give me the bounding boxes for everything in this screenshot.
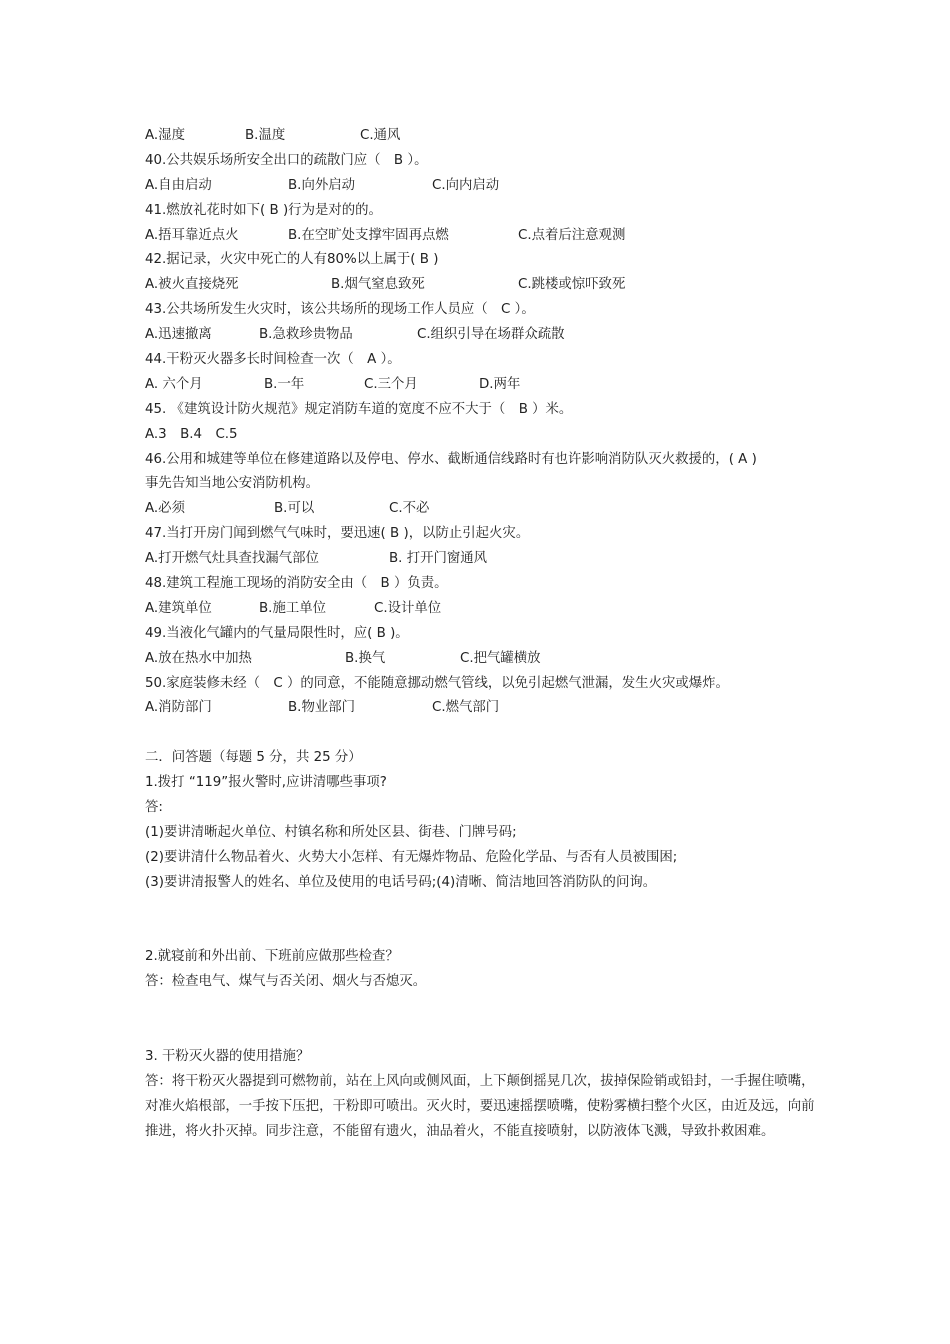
option-c: C.跳楼或惊吓致死	[518, 277, 626, 293]
qa1-answer-label: 答:	[145, 800, 163, 816]
question-47: 47.当打开房门闻到燃气气味时，要迅速( B )，以防止引起火灾。	[145, 526, 530, 542]
option-a: A.自由启动	[145, 177, 212, 193]
qa1-answer-line: (2)要讲清什么物品着火、火势大小怎样、有无爆炸物品、危险化学品、与否有人员被围困;	[145, 849, 678, 865]
question-42: 42.据记录，火灾中死亡的人有80%以上属于( B )	[145, 252, 439, 268]
q47-options	[145, 547, 825, 572]
option-c: C.不必	[389, 501, 430, 517]
question-40: 40.公共娱乐场所安全出口的疏散门应（ B ）。	[145, 152, 428, 168]
document-page	[145, 124, 825, 1145]
q44-options	[145, 373, 825, 398]
option-c: C.燃气部门	[432, 700, 500, 716]
qa1-answer-line: (1)要讲清晰起火单位、村镇名称和所处区县、街巷、门牌号码;	[145, 824, 517, 840]
q46-options	[145, 497, 825, 522]
option-b: B.可以	[274, 501, 315, 517]
q49-options	[145, 647, 825, 672]
option-a: A.消防部门	[145, 700, 212, 716]
question-48: 48.建筑工程施工现场的消防安全由（ B ）负责。	[145, 576, 448, 592]
option-b: B.向外启动	[288, 177, 356, 193]
qa2-answer: 答：检查电气、煤气与否关闭、烟火与否熄灭。	[145, 974, 427, 990]
option-a: A.被火直接烧死	[145, 277, 239, 293]
option-b: B.烟气窒息致死	[331, 277, 425, 293]
option-c: C.组织引导在场群众疏散	[417, 327, 565, 343]
question-44: 44.干粉灭火器多长时间检查一次（ A ）。	[145, 352, 401, 368]
option-b: B.一年	[264, 376, 305, 392]
q40-options	[145, 174, 825, 199]
option-a: A.湿度	[145, 128, 185, 143]
option-b: B.换气	[345, 650, 386, 666]
option-b: B.施工单位	[259, 600, 327, 616]
qa1-question: 1.拨打 “119”报火警时,应讲清哪些事项?	[145, 775, 387, 791]
option-b: B.在空旷处支撑牢固再点燃	[288, 227, 449, 243]
q39-options	[145, 124, 825, 149]
option-c: C.通风	[360, 128, 401, 143]
q43-options	[145, 323, 825, 348]
option-a: A.打开燃气灶具查找漏气部位	[145, 551, 319, 567]
question-46-line2: 事先告知当地公安消防机构。	[145, 476, 320, 492]
option-c: C.把气罐横放	[460, 650, 541, 666]
qa3-question: 3. 干粉灭火器的使用措施？	[145, 1048, 310, 1064]
question-49: 49.当液化气罐内的气量局限性时，应( B )。	[145, 625, 409, 641]
question-43: 43.公共场所发生火灾时，该公共场所的现场工作人员应（ C ）。	[145, 302, 535, 318]
option-a: A.放在热水中加热	[145, 650, 252, 666]
question-50: 50.家庭装修未经（ C ）的同意，不能随意挪动燃气管线，以免引起燃气泄漏，发生火灾或爆炸。	[145, 675, 729, 691]
q45-options: A.3 B.4 C.5	[145, 426, 238, 442]
qa3-answer: 答：将干粉灭火器提到可燃物前，站在上风向或侧风面，上下颠倒摇晃几次，拔掉保险销或铅封，一手握住喷嘴，对准火焰根部，一手按下压把，干粉即可喷出。灭火时，要迅速摇摆喷嘴，使粉雾横扫整个火区，由近及远，向前推进，将火扑灭掉。同步注意，不能留有遗火，油品着火，不能直接喷射，以防液体飞溅，导致扑救困难。	[145, 1073, 815, 1139]
q42-options	[145, 273, 825, 298]
qa2-question: 2.就寝前和外出前、下班前应做那些检查？	[145, 949, 399, 965]
option-d: D.两年	[479, 376, 521, 392]
option-a: A.必须	[145, 501, 185, 517]
option-a: A.捂耳靠近点火	[145, 227, 239, 243]
question-41: 41.燃放礼花时如下( B )行为是对的的。	[145, 202, 382, 218]
question-45: 45. 《建筑设计防火规范》规定消防车道的宽度不应不大于（ B ）米。	[145, 401, 573, 417]
option-b: B.温度	[245, 128, 286, 143]
q48-options	[145, 597, 825, 622]
option-b: B. 打开门窗通风	[389, 551, 488, 567]
option-c: C.设计单位	[374, 600, 442, 616]
option-c: C.向内启动	[432, 177, 500, 193]
option-c: C.点着后注意观测	[518, 227, 626, 243]
option-a: A. 六个月	[145, 376, 203, 392]
option-a: A.建筑单位	[145, 600, 212, 616]
option-b: B.物业部门	[288, 700, 356, 716]
section-title: 二．问答题（每题 5 分，共 25 分）	[145, 750, 362, 766]
qa1-answer-line: (3)要讲清报警人的姓名、单位及使用的电话号码;(4)清晰、简洁地回答消防队的问询。	[145, 874, 657, 890]
q41-options	[145, 224, 825, 249]
q50-options	[145, 696, 825, 721]
question-46-line1: 46.公用和城建等单位在修建道路以及停电、停水、截断通信线路时有也许影响消防队灭火救援的，( A )	[145, 451, 757, 467]
option-b: B.急救珍贵物品	[259, 327, 353, 343]
option-c: C.三个月	[364, 376, 418, 392]
option-a: A.迅速撤离	[145, 327, 212, 343]
